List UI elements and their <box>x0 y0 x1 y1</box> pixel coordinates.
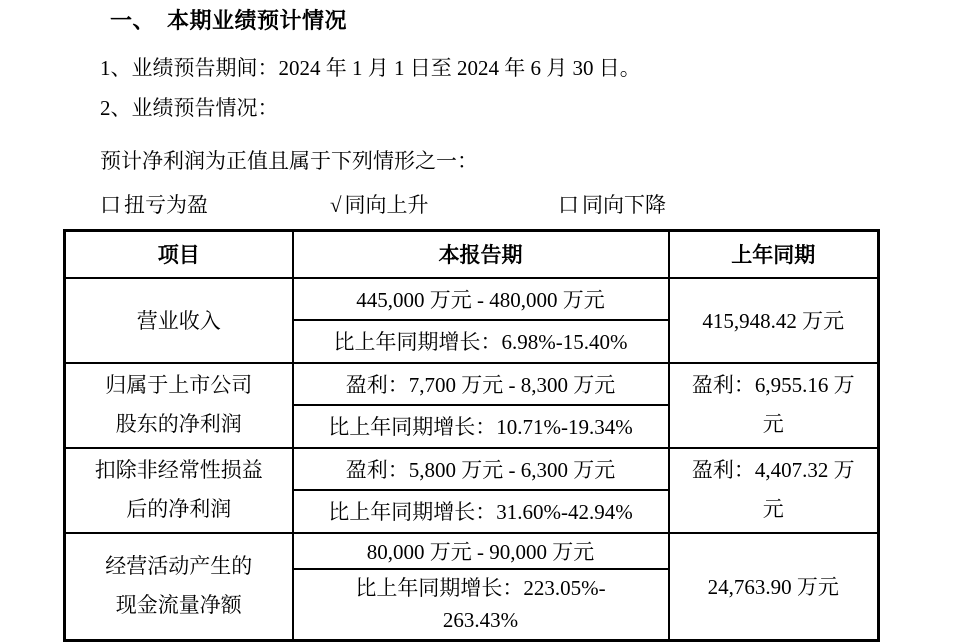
cell-text: 股东的净利润 <box>115 412 242 436</box>
checkbox-unchecked-icon: 口 <box>100 193 121 217</box>
cell-prior-value <box>669 363 879 448</box>
section-heading <box>110 4 347 35</box>
cell-current-value: 盈利：5,800 万元 - 6,300 万元 <box>293 448 669 490</box>
cell-current-change: 比上年同期增长：6.98%-15.40% <box>293 320 669 363</box>
table-header-row <box>65 231 879 278</box>
cell-project-net-profit-excl <box>65 448 293 533</box>
col-header-current-period: 本报告期 <box>293 231 669 278</box>
cell-prior-value <box>669 278 879 363</box>
cell-text: 营业收入 <box>136 309 221 333</box>
section-number: 一、 <box>110 8 156 33</box>
cell-text: 后的净利润 <box>126 497 232 521</box>
cell-text: 现金流量净额 <box>115 593 242 618</box>
col-header-prior-period: 上年同期 <box>669 231 879 278</box>
checkbox-unchecked-icon: 口 <box>558 193 579 217</box>
cell-prior-value <box>669 448 879 533</box>
cell-text: 元 <box>762 497 784 521</box>
cell-text: 归属于上市公司 <box>105 373 253 398</box>
forecast-table <box>63 229 880 642</box>
table-row <box>65 363 879 405</box>
cell-project-net-profit <box>65 363 293 448</box>
cell-current-change <box>293 569 669 641</box>
option-same-direction-down <box>558 189 666 219</box>
cell-text: 415,948.42 万元 <box>702 309 845 333</box>
table-row <box>65 448 879 490</box>
col-header-item: 项目 <box>65 231 293 278</box>
cell-text: 比上年同期增长：223.05%- <box>355 575 606 600</box>
option-label: 扭亏为盈 <box>124 193 208 217</box>
cell-text: 扣除非经常性损益 <box>94 458 263 483</box>
option-label: 同向下降 <box>582 193 666 217</box>
cell-text: 24,763.90 万元 <box>707 575 839 600</box>
cell-current-change: 比上年同期增长：31.60%-42.94% <box>293 490 669 533</box>
forecast-situation-text: 2、业绩预告情况： <box>100 96 279 120</box>
checkbox-options-row <box>100 189 880 217</box>
cell-text: 经营活动产生的 <box>105 554 253 579</box>
section-title-text: 本期业绩预计情况 <box>167 8 348 33</box>
checkmark-icon: √ <box>330 193 342 217</box>
cell-text: 263.43% <box>442 608 519 633</box>
cell-project-revenue <box>65 278 293 363</box>
cell-current-value: 80,000 万元 - 90,000 万元 <box>293 533 669 569</box>
table-row <box>65 278 879 320</box>
cell-current-value: 445,000 万元 - 480,000 万元 <box>293 278 669 320</box>
cell-text: 元 <box>762 412 784 436</box>
cell-text: 盈利：6,955.16 万 <box>691 373 855 398</box>
option-turn-loss-to-profit <box>100 189 208 219</box>
cell-current-change: 比上年同期增长：10.71%-19.34% <box>293 405 669 448</box>
option-label: 同向上升 <box>344 193 429 217</box>
cell-project-cash-flow <box>65 533 293 641</box>
forecast-period-text: 1、业绩预告期间：2024 年 1 月 1 日至 2024 年 6 月 30 日。 <box>100 56 641 80</box>
table-row <box>65 533 879 569</box>
cell-prior-value <box>669 533 879 641</box>
option-same-direction-up <box>330 189 429 219</box>
cell-current-value: 盈利：7,700 万元 - 8,300 万元 <box>293 363 669 405</box>
forecast-condition-text: 预计净利润为正值且属于下列情形之一： <box>100 149 478 173</box>
cell-text: 盈利：4,407.32 万 <box>691 458 855 483</box>
